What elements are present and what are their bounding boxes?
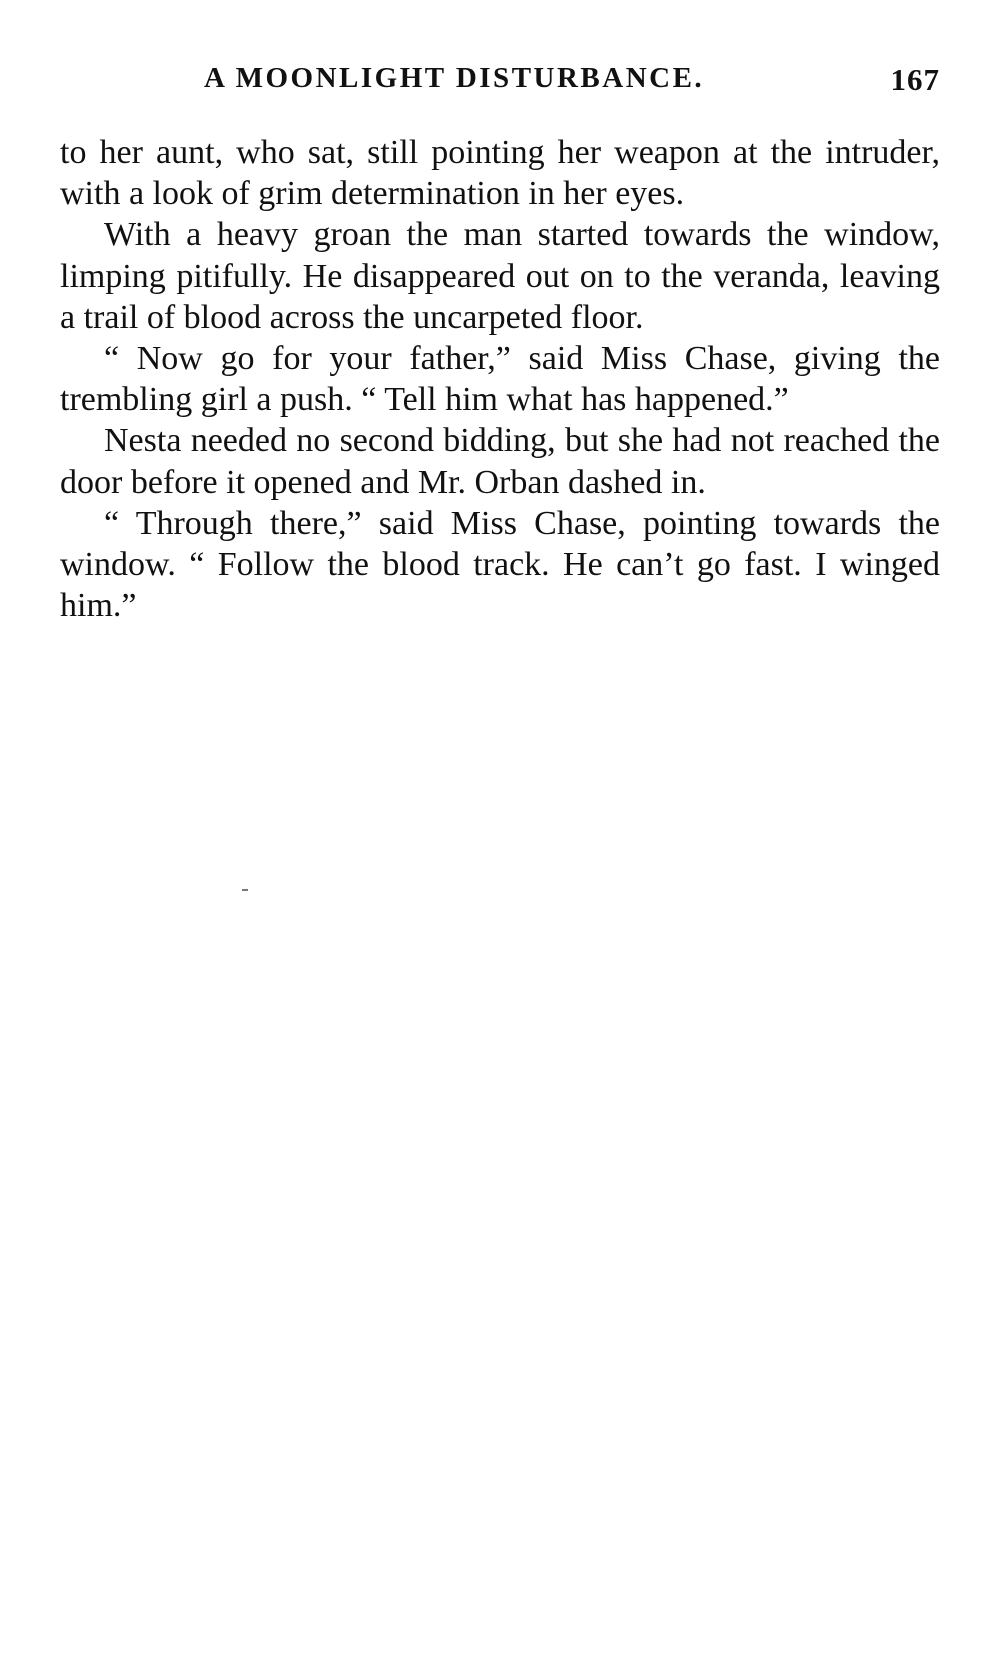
paragraph: “ Now go for your father,” said Miss Chase, giving the trembling girl a push. “ Tell him what has happened.” <box>60 340 940 419</box>
print-speck <box>242 889 248 891</box>
page-number: 167 <box>890 62 940 97</box>
paragraph: “ Through there,” said Miss Chase, pointing towards the window. “ Follow the blood track. He can’t go fast. I winged him.” <box>60 504 940 625</box>
paragraph-continuation: to her aunt, who sat, still pointing her weapon at the intruder, with a look of grim determination in her eyes. <box>60 134 940 213</box>
running-title: A MOONLIGHT DISTURBANCE. <box>204 62 705 94</box>
running-head <box>60 62 940 102</box>
paragraph: Nesta needed no second bidding, but she had not reached the door before it opened and Mr. Orban dashed in. <box>60 422 940 501</box>
paragraph: With a heavy groan the man started towards the window, limping pitifully. He disappeared out on to the veranda, leaving a trail of blood across the uncarpeted floor. <box>60 216 940 336</box>
body-text <box>60 132 940 626</box>
